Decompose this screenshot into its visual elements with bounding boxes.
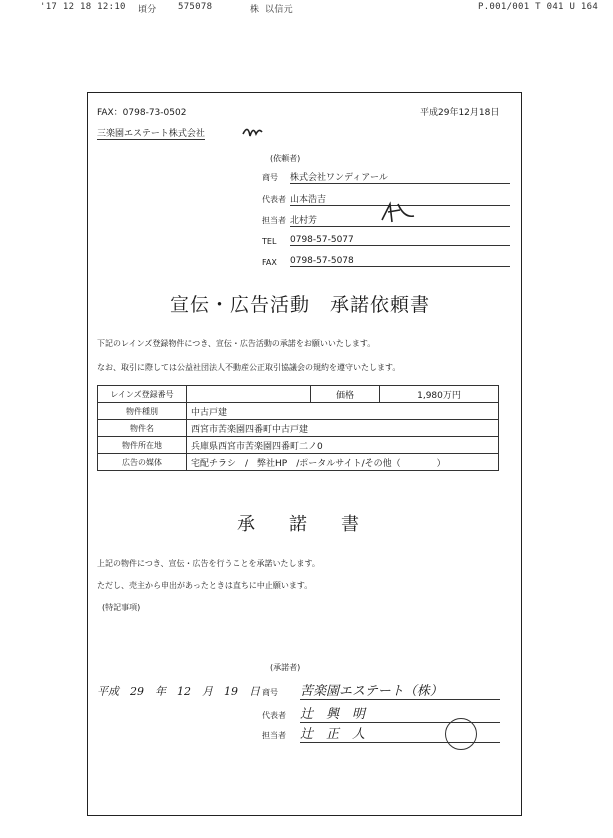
table-row	[98, 437, 499, 454]
reins-number-value	[187, 386, 311, 403]
approver-label-representative: 代表者	[262, 711, 286, 720]
applicant-label-contact: 担当者	[262, 216, 286, 225]
applicant-label-company: 商号	[262, 173, 278, 182]
fax-company: 株 以信元	[250, 5, 293, 15]
property-type-label: 物件種別	[98, 403, 187, 420]
fax-number-line: FAX：0798-73-0502	[97, 108, 187, 118]
fax-transmission-header	[40, 2, 610, 14]
ad-media-value: 宅配チラシ / 弊社HP /ポータルサイト/その他（ ）	[187, 454, 499, 471]
approval-title: 承諾書	[237, 514, 393, 535]
table-row	[98, 386, 499, 403]
approver-contact: 辻 正 人	[300, 723, 500, 743]
handwritten-signature	[378, 200, 418, 228]
fax-datetime: '17 12 18 12:10	[40, 2, 126, 12]
special-terms: (特記事項)	[102, 603, 141, 612]
approval-date: 平成 29 年 12 月 19 日	[97, 685, 260, 698]
applicant-label-fax: FAX	[262, 258, 277, 267]
approval-body-line-1: 上記の物件につき、宣伝・広告を行うことを承諾いたします。	[97, 559, 320, 568]
applicant-fax: 0798-57-5078	[290, 256, 510, 267]
approval-body-line-2: ただし、売主から申出があったときは直ちに中止願います。	[97, 581, 313, 590]
property-address-value: 兵庫県西宮市苦楽園四番町二ノ0	[187, 437, 499, 454]
recipient-company: 三楽園エステート株式会社	[97, 126, 205, 140]
approver-company: 苦楽園エステート（株）	[300, 680, 500, 700]
applicant-company: 株式会社ワンディアール	[290, 170, 510, 184]
property-name-label: 物件名	[98, 420, 187, 437]
document-date: 平成29年12月18日	[420, 108, 500, 118]
request-body-line-1: 下記のレインズ登録物件につき、宣伝・広告活動の承諾をお願いいたします。	[97, 339, 376, 348]
applicant-representative: 山本浩吉	[290, 192, 510, 206]
applicant-tel: 0798-57-5077	[290, 235, 510, 246]
applicant-label-tel: TEL	[262, 237, 277, 246]
applicant-heading: (依頼者)	[270, 154, 301, 163]
approver-heading: (承諾者)	[270, 663, 301, 672]
price-label: 価格	[311, 386, 380, 403]
property-type-value: 中古戸建	[187, 403, 499, 420]
reins-number-label: レインズ登録番号	[98, 386, 187, 403]
table-row	[98, 403, 499, 420]
property-name-value: 西宮市苦楽園四番町中古戸建	[187, 420, 499, 437]
property-table	[97, 385, 499, 471]
property-address-label: 物件所在地	[98, 437, 187, 454]
price-value: 1,980万円	[380, 386, 499, 403]
applicant-label-representative: 代表者	[262, 195, 286, 204]
document-title: 宣伝・広告活動 承諾依頼書	[170, 294, 431, 316]
table-row	[98, 454, 499, 471]
ad-media-label: 広告の媒体	[98, 454, 187, 471]
fax-number: 575078	[178, 2, 213, 12]
handwritten-initial-mark	[240, 122, 266, 144]
approver-label-company: 商号	[262, 688, 278, 697]
approver-label-contact: 担当者	[262, 731, 286, 740]
table-row	[98, 420, 499, 437]
request-body-line-2: なお、取引に際しては公益社団法人不動産公正取引協議会の規約を遵守いたします。	[97, 363, 401, 372]
fax-page-info: P.001/001 T 041 U 164	[478, 2, 599, 12]
applicant-contact: 北村芳	[290, 213, 510, 227]
seal-stamp	[445, 718, 477, 750]
approver-representative: 辻 興 明	[300, 703, 500, 723]
fax-sender: 頃分	[138, 5, 157, 15]
